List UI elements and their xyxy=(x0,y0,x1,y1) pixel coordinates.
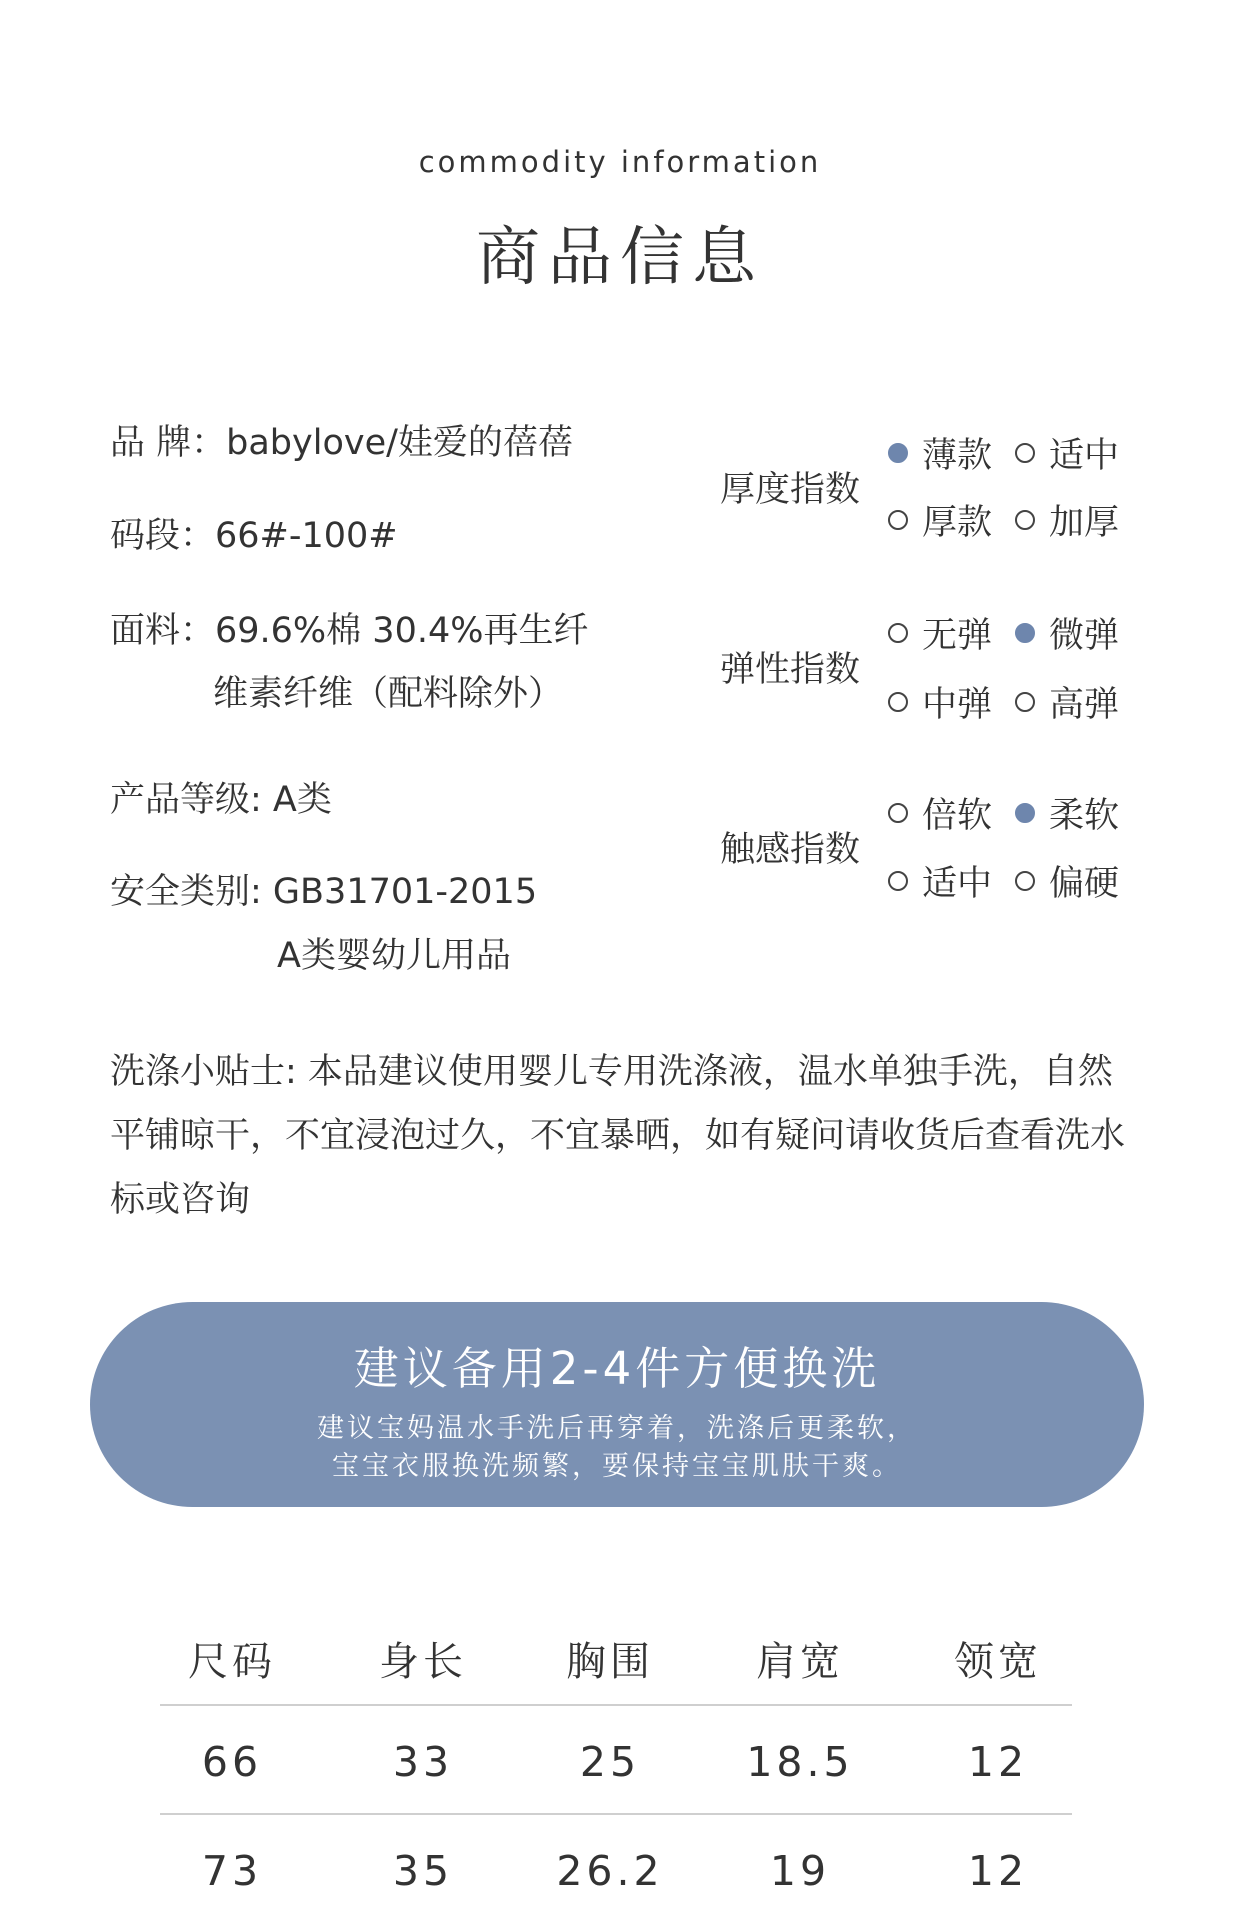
thickness-index-label: 厚度指数 xyxy=(720,470,861,510)
table-header-cell: 领宽 xyxy=(954,1639,1042,1685)
option-label: 中弹 xyxy=(922,685,993,725)
table-cell: 73 xyxy=(201,1847,263,1895)
option-label: 柔软 xyxy=(1049,796,1120,836)
elasticity-option-high xyxy=(1015,677,1119,727)
option-label: 微弹 xyxy=(1049,616,1120,656)
table-cell: 18.5 xyxy=(746,1738,854,1786)
table-cell: 12 xyxy=(967,1738,1029,1786)
table-row xyxy=(160,1815,1072,1922)
radio-icon xyxy=(1015,510,1035,530)
touch-option-extra-soft xyxy=(888,788,992,838)
option-label: 加厚 xyxy=(1049,503,1120,543)
table-cell: 12 xyxy=(967,1847,1029,1895)
wash-tips-line-1: 洗涤小贴士: 本品建议使用婴儿专用洗涤液，温水单独手洗，自然 xyxy=(110,1052,1113,1092)
header-subtitle-en: commodity information xyxy=(418,145,822,179)
radio-icon xyxy=(888,871,908,891)
wash-tips xyxy=(110,1040,1150,1232)
table-cell: 66 xyxy=(201,1738,263,1786)
table-header-cell: 尺码 xyxy=(188,1639,276,1685)
table-header-row xyxy=(160,1620,1072,1706)
table-cell: 19 xyxy=(769,1847,831,1895)
option-label: 高弹 xyxy=(1049,685,1120,725)
table-cell: 35 xyxy=(392,1847,454,1895)
fabric-line-1: 面料：69.6%棉 30.4%再生纤 xyxy=(110,611,589,651)
option-label: 偏硬 xyxy=(1049,864,1120,904)
table-cell: 25 xyxy=(579,1738,641,1786)
banner-line-1: 建议宝妈温水手洗后再穿着，洗涤后更柔软， xyxy=(317,1413,917,1444)
touch-option-medium xyxy=(888,856,992,906)
wash-tips-line-2: 平铺晾干，不宜浸泡过久，不宜暴晒，如有疑问请收货后查看洗水 xyxy=(110,1116,1126,1156)
option-label: 适中 xyxy=(922,864,993,904)
wash-tips-line-3: 标或咨询 xyxy=(110,1180,251,1220)
safety-line-2: A类婴幼儿用品 xyxy=(277,936,511,976)
option-label: 无弹 xyxy=(922,616,993,656)
table-row xyxy=(160,1706,1072,1815)
elasticity-option-medium xyxy=(888,677,992,727)
grade-line: 产品等级: A类 xyxy=(110,780,332,820)
option-label: 倍软 xyxy=(922,796,993,836)
care-banner xyxy=(90,1302,1144,1507)
banner-title: 建议备用2-4件方便换洗 xyxy=(353,1342,881,1395)
radio-icon xyxy=(888,623,908,643)
thickness-option-thick xyxy=(888,495,992,545)
thickness-option-extra-thick xyxy=(1015,495,1119,545)
touch-option-hard xyxy=(1015,856,1119,906)
radio-icon xyxy=(1015,443,1035,463)
thickness-option-medium xyxy=(1015,428,1119,478)
fabric-line-2: 维素纤维（配料除外） xyxy=(213,674,564,714)
size-range-line: 码段：66#-100# xyxy=(110,516,398,556)
brand-line: 品 牌：babylove/娃爱的蓓蓓 xyxy=(110,423,573,463)
table-cell: 26.2 xyxy=(556,1847,664,1895)
option-label: 厚款 xyxy=(922,503,993,543)
radio-icon xyxy=(1015,623,1035,643)
touch-index-label: 触感指数 xyxy=(720,830,861,870)
radio-icon xyxy=(1015,803,1035,823)
table-header-cell: 身长 xyxy=(379,1639,467,1685)
table-header-cell: 胸围 xyxy=(566,1639,654,1685)
thickness-option-thin xyxy=(888,428,992,478)
page-title: 商品信息 xyxy=(476,221,764,295)
table-header-cell: 肩宽 xyxy=(756,1639,844,1685)
option-label: 适中 xyxy=(1049,436,1120,476)
radio-icon xyxy=(1015,871,1035,891)
elasticity-index-label: 弹性指数 xyxy=(720,650,861,690)
elasticity-option-none xyxy=(888,608,992,658)
radio-icon xyxy=(888,510,908,530)
radio-icon xyxy=(888,692,908,712)
option-label: 薄款 xyxy=(922,436,993,476)
radio-icon xyxy=(1015,692,1035,712)
radio-icon xyxy=(888,443,908,463)
elasticity-option-slight xyxy=(1015,608,1119,658)
size-table xyxy=(160,1620,1072,1922)
touch-option-soft xyxy=(1015,788,1119,838)
table-cell: 33 xyxy=(392,1738,454,1786)
banner-line-2: 宝宝衣服换洗频繁，要保持宝宝肌肤干爽。 xyxy=(332,1451,902,1482)
radio-icon xyxy=(888,803,908,823)
safety-line-1: 安全类别: GB31701-2015 xyxy=(110,872,538,912)
